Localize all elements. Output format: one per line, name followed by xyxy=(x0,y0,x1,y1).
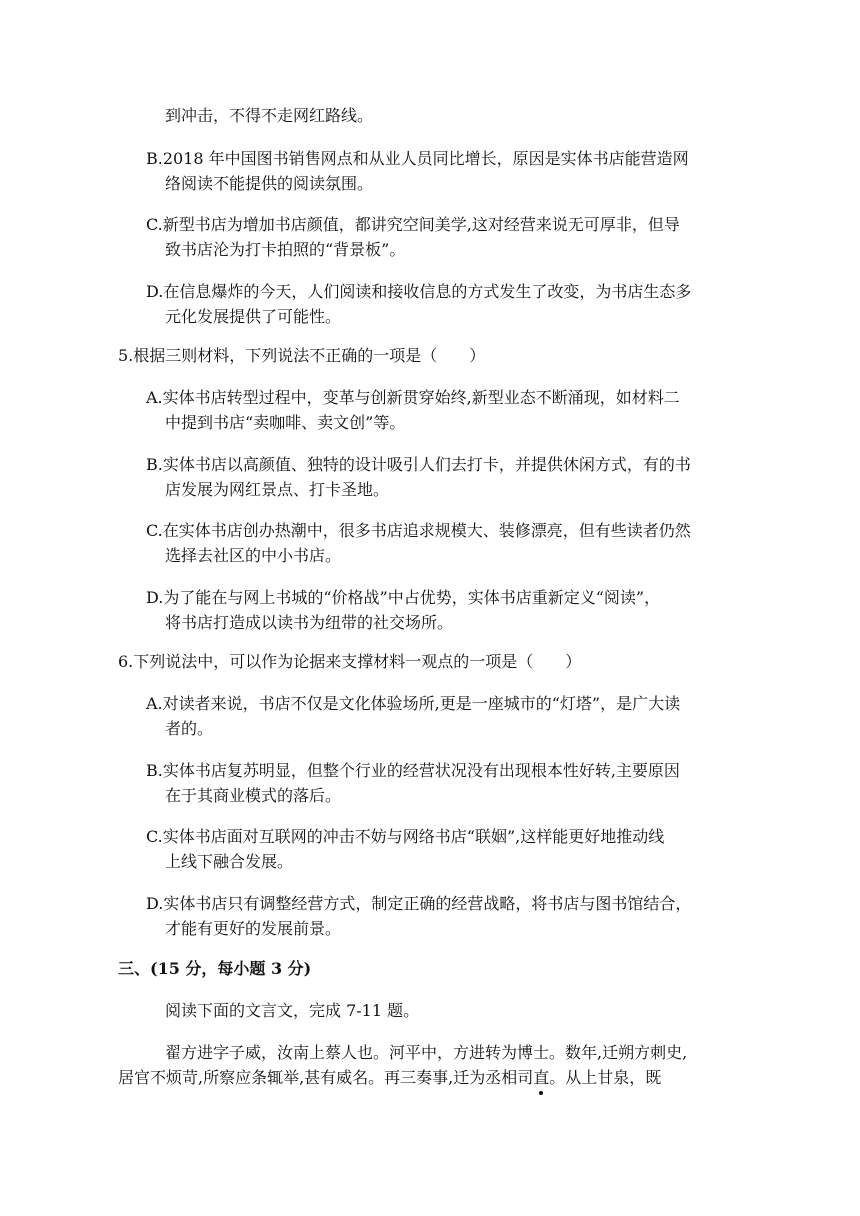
classical-passage-line2-before: 居官不烦苛,所察应条辄举,甚有威名。再三奏事,迁为丞相司 xyxy=(118,1068,534,1087)
emphasis-dot-icon xyxy=(539,1091,543,1095)
q6-option-c-line1: C.实体书店面对互联网的冲击不妨与网络书店“联姻”,这样能更好地推动线 xyxy=(146,827,665,846)
q5-option-d-line1: D.为了能在与网上书城的“价格战”中占优势，实体书店重新定义“阅读”， xyxy=(146,588,661,607)
q5-option-b-line1: B.实体书店以高颜值、独特的设计吸引人们去打卡，并提供休闲方式，有的书 xyxy=(146,455,691,474)
q6-option-b-line1: B.实体书店复苏明显，但整个行业的经营状况没有出现根本性好转,主要原因 xyxy=(146,761,680,780)
classical-passage-line2 xyxy=(118,1067,661,1089)
q4-option-d-line2: 元化发展提供了可能性。 xyxy=(165,307,342,326)
q6-option-a-line1: A.对读者来说，书店不仅是文化体验场所,更是一座城市的“灯塔”，是广大读 xyxy=(146,694,681,713)
classical-passage-line1: 翟方进字子威，汝南上蔡人也。河平中，方进转为博士。数年,迁朔方刺史, xyxy=(165,1043,688,1062)
q4-option-a-continuation: 到冲击，不得不走网红路线。 xyxy=(165,106,374,125)
q5-option-a-line1: A.实体书店转型过程中，变革与创新贯穿始终,新型业态不断涌现，如材料二 xyxy=(146,388,680,407)
q4-option-c-line1: C.新型书店为增加书店颜值，都讲究空间美学,这对经营来说无可厚非，但导 xyxy=(146,215,680,234)
emphasis-dotted-char xyxy=(533,1068,549,1087)
q5-option-c-line2: 选择去社区的中小书店。 xyxy=(165,546,342,565)
q5-option-d-line2: 将书店打造成以读书为纽带的社交场所。 xyxy=(165,613,454,632)
q5-stem: 5.根据三则材料，下列说法不正确的一项是（ ） xyxy=(118,346,486,365)
q6-option-b-line2: 在于其商业模式的落后。 xyxy=(165,786,342,805)
q5-option-c-line1: C.在实体书店创办热潮中，很多书店追求规模大、装修漂亮，但有些读者仍然 xyxy=(146,521,691,540)
q4-option-c-line2: 致书店沦为打卡拍照的“背景板”。 xyxy=(165,240,406,259)
q4-option-b-line1: B.2018 年中国图书销售网点和从业人员同比增长，原因是实体书店能营造网 xyxy=(146,149,689,168)
q6-option-a-line2: 者的。 xyxy=(165,719,214,738)
q6-stem: 6.下列说法中，可以作为论据来支撑材料一观点的一项是（ ） xyxy=(118,652,582,671)
q5-option-b-line2: 店发展为网红景点、打卡圣地。 xyxy=(165,480,390,499)
q6-option-d-line1: D.实体书店只有调整经营方式，制定正确的经营战略，将书店与图书馆结合， xyxy=(146,894,692,913)
q5-option-a-line2: 中提到书店“卖咖啡、卖文创”等。 xyxy=(165,413,406,432)
section-3-instruction: 阅读下面的文言文，完成 7-11 题。 xyxy=(165,1001,420,1020)
q6-option-d-line2: 才能有更好的发展前景。 xyxy=(165,919,342,938)
emphasis-dotted-char-text: 直 xyxy=(533,1068,550,1087)
section-3-heading: 三、(15 分，每小题 3 分) xyxy=(118,959,312,978)
q6-option-c-line2: 上线下融合发展。 xyxy=(165,852,294,871)
q4-option-b-line2: 络阅读不能提供的阅读氛围。 xyxy=(165,174,374,193)
q4-option-d-line1: D.在信息爆炸的今天，人们阅读和接收信息的方式发生了改变，为书店生态多 xyxy=(146,282,692,301)
classical-passage-line2-after: 。从上甘泉，既 xyxy=(549,1068,662,1087)
